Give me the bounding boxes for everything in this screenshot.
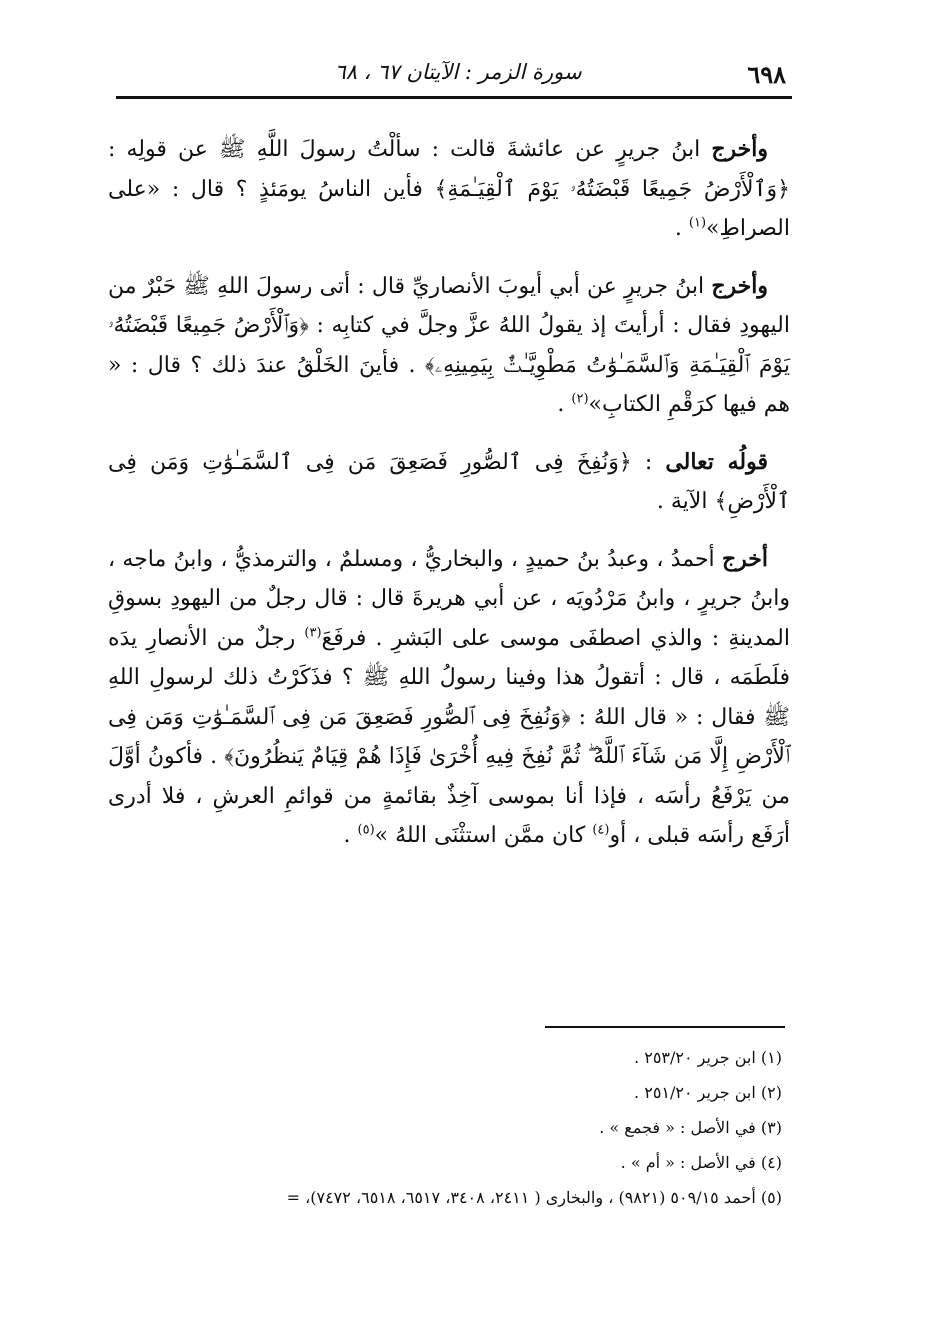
paragraph-tail: . bbox=[343, 823, 358, 848]
paragraph-lead: وأخرج bbox=[711, 272, 768, 299]
header-rule bbox=[116, 96, 792, 99]
paragraph-1 bbox=[108, 130, 790, 249]
verse-heading-lead: قولُه تعالى bbox=[665, 448, 768, 475]
paragraph-text: أحمدُ ، وعبدُ بنُ حميدٍ ، والبخاريُّ ، ومسلمٌ ، والترمذيُّ ، وابنُ ماجه ، وابنُ جريرٍ ، وابنُ مَرْدُويَه ، عن أبي هريرةَ قال : قال رجلٌ من اليهودِ بسوقِ المدينةِ : والذي اصطفَى موسى على البَشرِ . فرفَعَ bbox=[108, 546, 790, 651]
paragraph-tail: . bbox=[674, 216, 689, 241]
footnote-ref: (٣) bbox=[304, 625, 322, 641]
footnotes bbox=[100, 1040, 782, 1215]
paragraph-tail: . bbox=[557, 392, 572, 417]
paragraph-lead: وأخرج bbox=[711, 136, 768, 162]
footnote: (٢) ابن جرير ٢٥١/٢٠ . bbox=[634, 1083, 782, 1102]
paragraph-2 bbox=[108, 267, 790, 425]
footnote: (٤) في الأصل : « أم » . bbox=[620, 1153, 782, 1172]
footnote: (٥) أحمد ٥٠٩/١٥ (٩٨٢١) ، والبخارى ( ٢٤١١، ٣٤٠٨، ٦٥١٧، ٦٥١٨، ٧٤٧٢)، = bbox=[286, 1188, 782, 1207]
footnote-ref: (١) bbox=[688, 215, 707, 231]
paragraph-text: كان ممَّن استثْنَى اللهُ » bbox=[374, 823, 593, 848]
footnote: (٣) في الأصل : « فجمع » . bbox=[599, 1118, 782, 1137]
footnote-ref: (٤) bbox=[592, 822, 610, 838]
running-title: سورة الزمر : الآيتان ٦٧ ، ٦٨ bbox=[334, 60, 582, 84]
paragraph-text: ابنُ جريرٍ عن أبي أيوبَ الأنصاريِّ قال : أتى رسولَ اللهِ ﷺ حَبْرٌ من اليهودِ فقال : أرأيتَ إذ يقولُ اللهُ عزَّ وجلَّ في كتابِه : ﴿وَٱلْأَرْضُ جَمِيعًا قَبْضَتُهُۥ يَوْمَ ٱلْقِيَـٰمَةِ وَٱلسَّمَـٰوَٰتُ مَطْوِيَّـٰتٌۢ بِيَمِينِهِۦ﴾ . فأينَ الخَلْقُ عندَ ذلك ؟ قال : « هم فيها كرَقْمِ الكتابِ» bbox=[108, 273, 790, 417]
verse-heading bbox=[108, 443, 790, 522]
footnote-ref: (٥) bbox=[357, 822, 375, 838]
footnote-rule bbox=[545, 1026, 785, 1028]
main-text bbox=[108, 130, 790, 856]
paragraph-text: رجلٌ من الأنصارِ يدَه فلَطَمَه ، قال : أتقولُ هذا وفينا رسولُ اللهِ ﷺ ؟ فذَكَرْتُ ذلك لرسولِ اللهِ ﷺ فقال : « قال اللهُ : ﴿وَنُفِخَ فِى ٱلصُّورِ فَصَعِقَ مَن فِى ٱلسَّمَـٰوَٰتِ وَمَن فِى ٱلْأَرْضِ إِلَّا مَن شَآءَ ٱللَّهُ ۖ ثُمَّ نُفِخَ فِيهِ أُخْرَىٰ فَإِذَا هُمْ قِيَامٌ يَنظُرُونَ﴾ . فأكونُ أوَّلَ من يَرْفَعُ رأسَه ، فإذا أنا بموسى آخِذٌ بقائمةٍ من قوائمِ العرشِ ، فلا أدرى أرَفَع رأسَه قبلى ، أو bbox=[108, 625, 790, 848]
page-header bbox=[118, 58, 790, 98]
page-number: ٦٩٨ bbox=[747, 60, 786, 89]
paragraph-lead: أخرج bbox=[721, 545, 768, 572]
paragraph-4 bbox=[108, 540, 790, 856]
paragraph-text: ابنُ جريرٍ عن عائشةَ قالت : سألْتُ رسولَ اللَّهِ ﷺ عن قولِه : ﴿وَٱلْأَرْضُ جَمِيعًا قَبْضَتُهُۥ يَوْمَ ٱلْقِيَـٰمَةِ﴾ فأين الناسُ يومَئذٍ ؟ قال : «على الصراطِ» bbox=[108, 137, 790, 241]
footnote-ref: (٢) bbox=[571, 391, 589, 407]
footnote: (١) ابن جرير ٢٥٣/٢٠ . bbox=[634, 1048, 782, 1067]
verse-heading-text: : ﴿وَنُفِخَ فِى ٱلصُّورِ فَصَعِقَ مَن فِى ٱلسَّمَـٰوَٰتِ وَمَن فِى ٱلْأَرْضِ﴾ الآية . bbox=[108, 449, 790, 514]
